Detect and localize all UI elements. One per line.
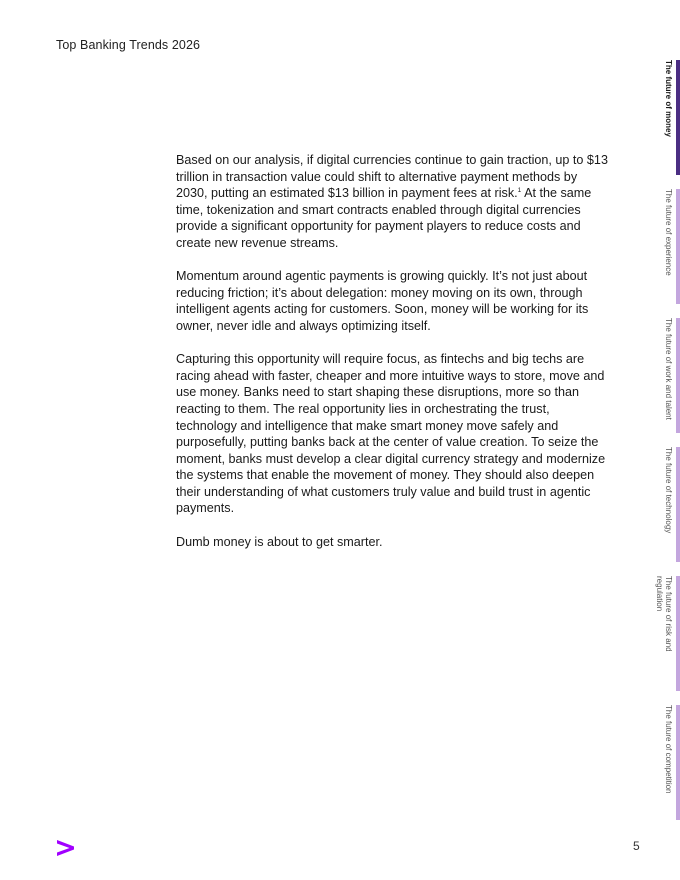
nav-indicator-bar [676,576,680,691]
nav-item-label: The future of money [664,60,673,137]
nav-indicator-bar [676,60,680,175]
document-title: Top Banking Trends 2026 [56,38,201,52]
paragraph: Dumb money is about to get smarter. [176,534,383,549]
nav-item-future-of-experience[interactable] [648,189,680,304]
paragraph: Momentum around agentic payments is growing quickly. It’s not just about reducing friction; it’s about delegation: money moving on its own, through intelligent agents acting for customers. Soon, money will be working for its owner, never idle and always optimizing itself. [176,269,589,333]
nav-item-label: The future of competition [664,705,673,794]
section-nav [648,60,680,820]
body-text [176,152,608,567]
nav-item-label: The future of experience [664,189,673,276]
nav-item-future-of-money[interactable] [648,60,680,175]
nav-indicator-bar [676,318,680,433]
nav-indicator-bar [676,447,680,562]
nav-item-future-of-risk-and-regulation[interactable] [648,576,680,691]
nav-item-future-of-work-and-talent[interactable] [648,318,680,433]
accenture-logo-icon [56,838,76,858]
nav-item-label: The future of technology [664,447,673,534]
footnote-marker[interactable]: 1 [517,187,522,195]
nav-indicator-bar [676,189,680,304]
paragraph: Based on our analysis, if digital currencies continue to gain traction, up to $13 trillion in transaction value could shift to alternative payment methods by 2030, putting an estimated $13 billion in payment fees at risk.$^1$ At the same time, tokenization and smart contracts enabled through digital currencies provide a significant opportunity for payment players to reduce costs and create new revenue streams. [176,153,608,250]
nav-item-future-of-competition[interactable] [648,705,680,820]
nav-indicator-bar [676,705,680,820]
nav-item-label: The future of risk and regulation [655,576,673,652]
nav-item-future-of-technology[interactable] [648,447,680,562]
nav-item-label: The future of work and talent [664,318,673,420]
paragraph: Capturing this opportunity will require focus, as fintechs and big techs are racing ahead with faster, cheaper and more intuitive ways to store, move and use money. Banks need to start shaping these disruptions, more so than reacting to them. The real opportunity lies in orchestrating the trust, technology and intelligence that make smart money move safely and purposefully, putting banks back at the center of value creation. To seize the moment, banks must develop a clear digital currency strategy and modernize the systems that enable the movement of money. They should also deepen their understanding of what customers truly value and build trust in agentic payments. [176,352,606,516]
page-number: 5 [633,839,640,853]
